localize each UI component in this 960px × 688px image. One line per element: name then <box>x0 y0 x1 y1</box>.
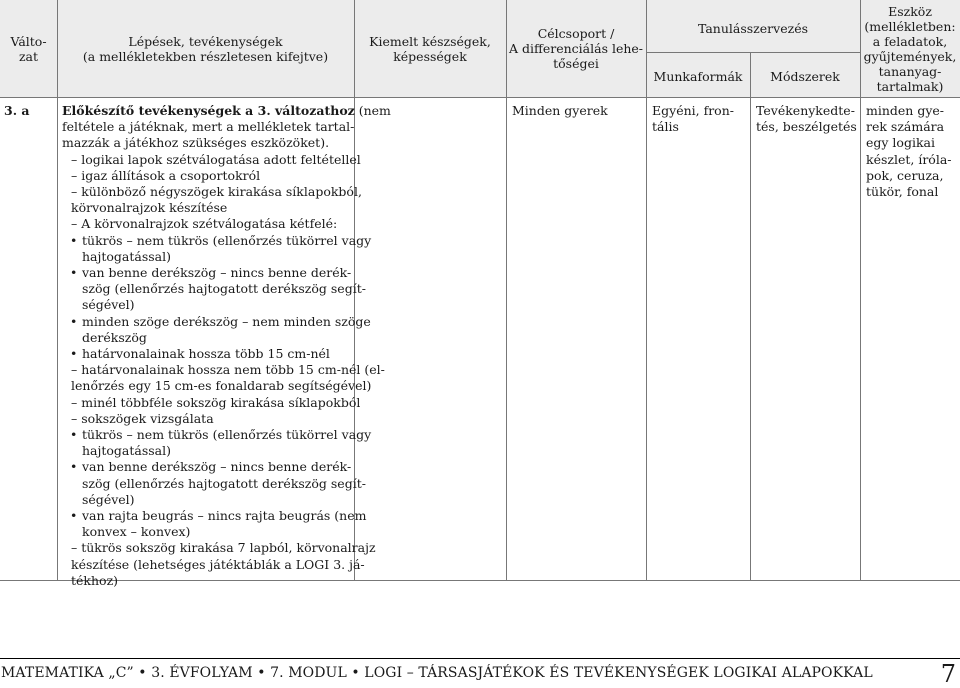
step-line: – különböző négyszögek kirakása síklapokból, <box>71 184 362 200</box>
bullet-item: • tükrös – nem tükrös (ellenőrzés tükörrel vagy <box>62 427 354 443</box>
tools-cell: minden gye- rek számára egy logikai készlet, íróla- pok, ceruza, tükör, fonal <box>866 103 952 200</box>
header-bottom-rule <box>0 97 960 98</box>
step-line: – határvonalainak hossza nem több 15 cm-nél (el- <box>71 362 385 378</box>
step-line: feltétele a játéknak, mert a mellékletek tartal- <box>62 119 355 135</box>
footer-text: MATEMATIKA „C” • 3. ÉVFOLYAM • 7. MODUL • LOGI – TÁRSASJÁTÉKOK ÉS TEVÉKENYSÉGEK LOGIKAI ALAPOKKAL <box>1 665 873 681</box>
bullet-item: • van benne derékszög – nincs benne derék- <box>62 265 354 281</box>
methods-cell: Tevékenykedte- tés, beszélgetés <box>756 103 857 135</box>
step-line: készítése (lehetséges játéktáblák a LOGI 3. já- <box>71 556 365 572</box>
page-number: 7 <box>940 660 956 688</box>
step-line: ségével) <box>82 491 135 507</box>
step-line: – igaz állítások a csoportokról <box>71 167 261 183</box>
step-line: tékhoz) <box>71 572 119 588</box>
step-line: derékszög <box>82 329 147 345</box>
target-cell: Minden gyerek <box>512 103 608 118</box>
bullet-item: • tükrös – nem tükrös (ellenőrzés tükörrel vagy <box>62 233 354 249</box>
col-divider-6 <box>860 0 861 580</box>
step-line: – minél többféle sokszög kirakása síklapokból <box>71 394 361 410</box>
step-line: – sokszögek vizsgálata <box>71 410 214 426</box>
step-line: szög (ellenőrzés hajtogatott derékszög segít- <box>82 281 366 297</box>
step-line: – A körvonalrajzok szétválogatása kétfelé: <box>71 216 338 232</box>
header-skills: Kiemelt készségek, képességek <box>369 33 491 64</box>
step-line: konvex – konvex) <box>82 524 191 540</box>
bullet-item: • minden szöge derékszög – nem minden szöge <box>62 314 354 330</box>
steps-cell <box>62 103 391 589</box>
step-line: lenőrzés egy 15 cm-es fonaldarab segítségével) <box>71 378 372 394</box>
steps-list <box>62 119 385 589</box>
bullet-item: • határvonalainak hossza több 15 cm-nél <box>62 346 354 362</box>
step-line: – tükrös sokszög kirakása 7 lapból, körvonalrajz <box>71 540 376 556</box>
bullet-item: • van benne derékszög – nincs benne derék- <box>62 459 354 475</box>
header-tools: Eszköz (mellékletben: a feladatok, gyűjtemények, tananyag- tartalmak) <box>863 3 957 94</box>
header-organization: Tanulásszervezés <box>697 20 809 36</box>
header-work-forms: Munkaformák <box>653 68 743 84</box>
step-line: hajtogatással) <box>82 248 172 264</box>
footer-rule <box>0 658 960 659</box>
step-line: hajtogatással) <box>82 443 172 459</box>
header-methods: Módszerek <box>770 68 840 84</box>
step-line: ségével) <box>82 297 135 313</box>
step-line: mazzák a játékhoz szükséges eszközöket). <box>62 135 330 151</box>
page-footer <box>0 660 960 686</box>
col-divider-5 <box>750 52 751 580</box>
organization-subrule <box>646 52 860 53</box>
variant-cell: 3. a <box>4 103 30 118</box>
col-divider-4 <box>646 0 647 580</box>
step-line: szög (ellenőrzés hajtogatott derékszög segít- <box>82 475 366 491</box>
header-variant: Válto- zat <box>10 33 47 64</box>
work-forms-cell: Egyéni, fron- tális <box>652 103 734 135</box>
header-steps: Lépések, tevékenységek (a mellékletekben részletesen kifejtve) <box>82 33 329 64</box>
col-divider-3 <box>506 0 507 580</box>
step-line: körvonalrajzok készítése <box>71 200 228 216</box>
steps-title: Előkészítő tevékenységek a 3. változathoz (nem <box>62 103 391 118</box>
bullet-item: • van rajta beugrás – nincs rajta beugrás (nem <box>62 508 354 524</box>
col-divider-1 <box>57 0 58 580</box>
step-line: – logikai lapok szétválogatása adott feltétellel <box>71 151 361 167</box>
header-target-group: Célcsoport / A differenciálás lehe- tőségei <box>508 26 644 71</box>
